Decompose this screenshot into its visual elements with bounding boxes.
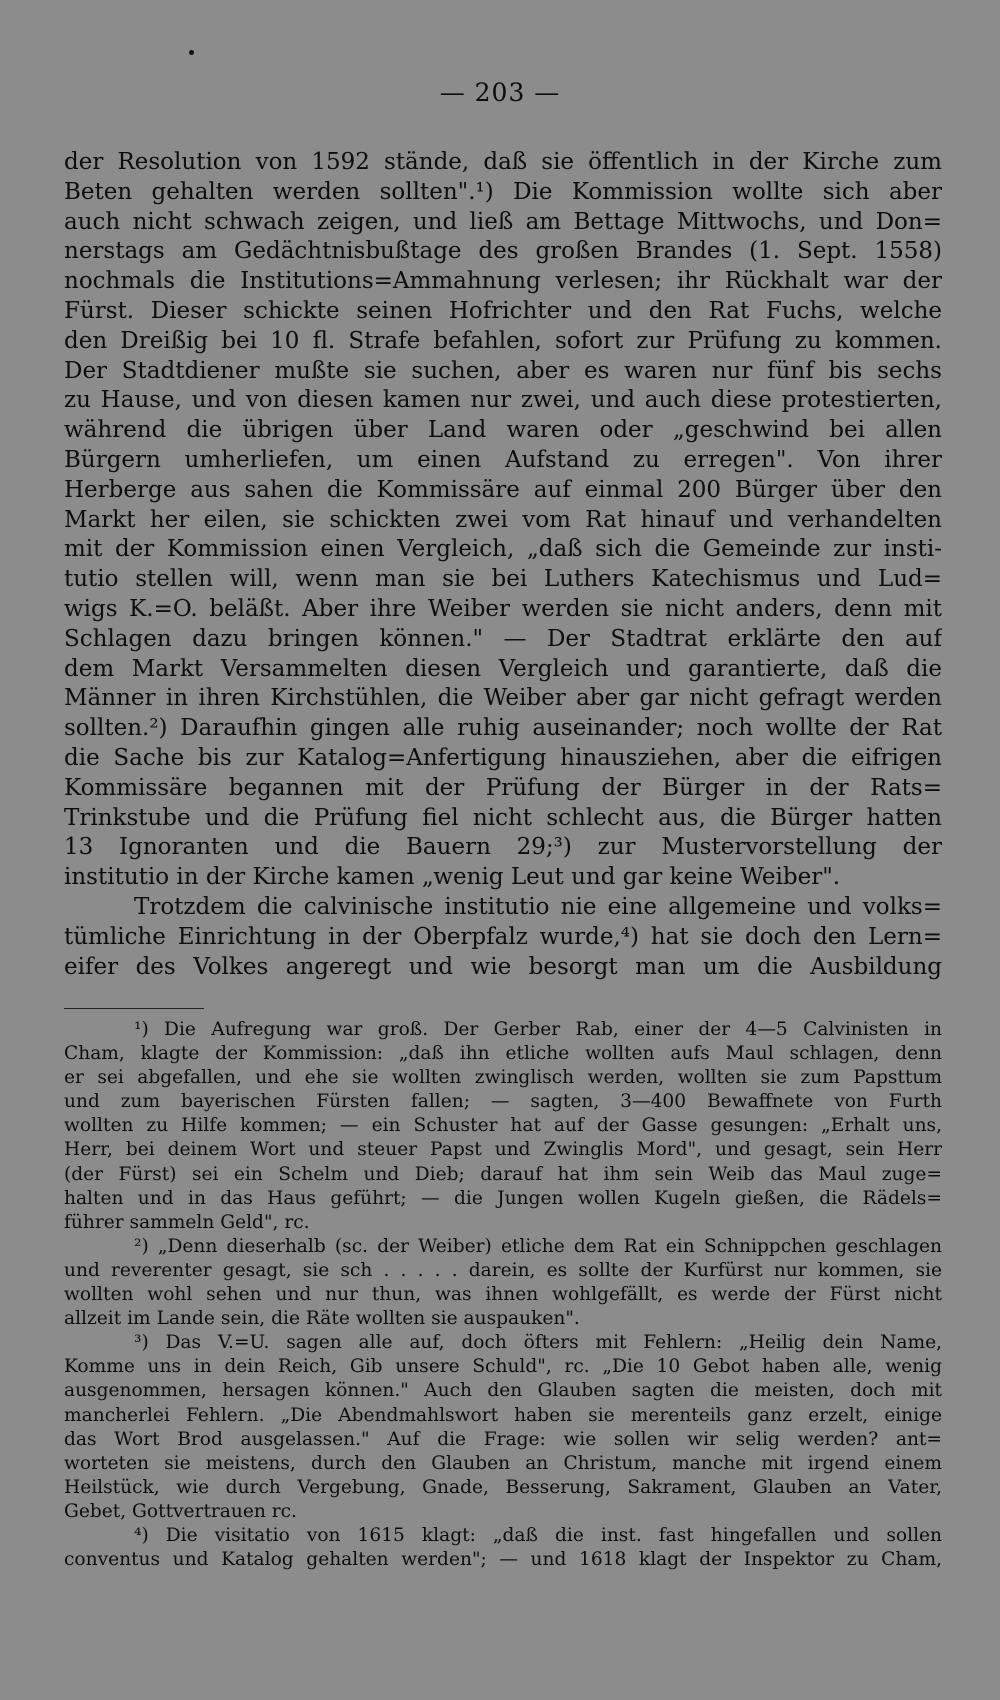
body-line: nochmals die Institutions=Ammahnung verlesen; ihr Rückhalt war der [64, 268, 942, 295]
footnote-line: wollten zu Hilfe kommen; — ein Schuster hat auf der Gasse gesungen: „Erhalt uns, [64, 1115, 942, 1137]
body-line: zu Hause, und von diesen kamen nur zwei, und auch diese protestierten, [64, 387, 942, 414]
footnote-line: worteten sie meistens, durch den Glauben an Christum, manche mit irgend einem [64, 1452, 942, 1474]
footnote-line: Gebet, Gottvertrauen rc. [64, 1500, 297, 1522]
body-line: Markt her eilen, sie schickten zwei vom Rat hinauf und verhandelten [64, 506, 942, 533]
body-line: wigs K.=O. beläßt. Aber ihre Weiber werden sie nicht anders, denn mit [64, 595, 942, 622]
body-line: die Sache bis zur Katalog=Anfertigung hinausziehen, aber die eifrigen [64, 744, 942, 771]
footnote-line: das Wort Brod ausgelassen." Auf die Frage: wie sollen wir selig werden? ant= [64, 1428, 942, 1450]
footnote-line: conventus und Katalog gehalten werden"; — und 1618 klagt der Inspektor zu Cham, [64, 1549, 942, 1571]
body-line: institutio in der Kirche kamen „wenig Leut und gar keine Weiber". [64, 864, 841, 891]
body-line: während die übrigen über Land waren oder „geschwind bei allen [64, 417, 942, 444]
footnote-line: Komme uns in dein Reich, Gib unsere Schuld", rc. „Die 10 Gebot haben alle, wenig [64, 1356, 942, 1378]
body-line: nerstags am Gedächtnisbußtage des großen Brandes (1. Sept. 1558) [64, 238, 942, 265]
body-line: tutio stellen will, wenn man sie bei Luthers Katechismus und Lud= [64, 566, 942, 593]
footnote-line: Heilstück, wie durch Vergebung, Gnade, Besserung, Sakrament, Glauben an Vater, [64, 1476, 942, 1498]
footnote-line: halten und in das Haus geführt; — die Jungen wollen Kugeln gießen, die Rädels= [64, 1187, 942, 1209]
footnote-line: und reverenter gesagt, sie sch . . . . . darein, es sollte der Kurfürst nur kommen, sie [64, 1259, 942, 1281]
footnote-line: mancherlei Fehlern. „Die Abendmahlswort haben sie merenteils ganz erzelt, einige [64, 1404, 942, 1426]
footnote-line: ³) Das V.=U. sagen alle auf, doch öfters mit Fehlern: „Heilig dein Name, [134, 1332, 942, 1354]
body-line: Kommissäre begannen mit der Prüfung der Bürger in der Rats= [64, 774, 942, 801]
footnote-line: und zum bayerischen Fürsten fallen; — sagten, 3—400 Bewaffnete von Furth [64, 1091, 942, 1113]
body-line: den Dreißig bei 10 fl. Strafe befahlen, sofort zur Prüfung zu kommen. [64, 327, 942, 354]
page-number-header: — 203 — [439, 78, 561, 107]
footnote-line: allzeit im Lande sein, die Räte wollten sie auspauken". [64, 1308, 580, 1330]
body-line: Trotzdem die calvinische institutio nie eine allgemeine und volks= [134, 893, 942, 920]
body-line: 13 Ignoranten und die Bauern 29;³) zur Mustervorstellung der [64, 834, 942, 861]
body-line: dem Markt Versammelten diesen Vergleich und garantierte, daß die [64, 655, 942, 682]
footnote-line: wollten wohl sehen und nur thun, was ihnen wohlgefällt, es werde der Fürst nicht [64, 1284, 942, 1306]
body-line: mit der Kommission einen Vergleich, „daß sich die Gemeinde zur insti- [64, 536, 942, 563]
footnote-line: ¹) Die Aufregung war groß. Der Gerber Rab, einer der 4—5 Calvinisten in [134, 1019, 942, 1040]
footnotes [64, 1018, 942, 1572]
footnote-line: ²) „Denn dieserhalb (sc. der Weiber) etliche dem Rat ein Schnippchen geschlagen [134, 1235, 942, 1257]
footnote-line: Cham, klagte der Kommission: „daß ihn etliche wollten aufs Maul schlagen, denn [64, 1043, 942, 1065]
body-line: sollten.²) Daraufhin gingen alle ruhig auseinander; noch wollte der Rat [64, 715, 942, 742]
print-speck [189, 50, 194, 55]
body-line: Schlagen dazu bringen können." — Der Stadtrat erklärte den auf [64, 625, 942, 652]
footnote-line: ausgenommen, hersagen können." Auch den Glauben sagten die meisten, doch mit [64, 1380, 942, 1402]
body-line: eifer des Volkes angeregt und wie besorgt man um die Ausbildung [64, 953, 942, 980]
body-line: tümliche Einrichtung in der Oberpfalz wurde,⁴) hat sie doch den Lern= [64, 923, 942, 950]
body-line: Bürgern umherliefen, um einen Aufstand zu erregen". Von ihrer [64, 446, 942, 473]
footnote-line: ⁴) Die visitatio von 1615 klagt: „daß die inst. fast hingefallen und sollen [134, 1524, 942, 1546]
body-text [64, 148, 942, 982]
footnote-line: (der Fürst) sei ein Schelm und Dieb; darauf hat ihm sein Weib das Maul zuge= [64, 1163, 942, 1185]
footnote-divider [64, 1008, 204, 1009]
body-line: Trinkstube und die Prüfung fiel nicht schlecht aus, die Bürger hatten [64, 804, 942, 831]
body-line: Fürst. Dieser schickte seinen Hofrichter und den Rat Fuchs, welche [64, 297, 942, 324]
body-line: Männer in ihren Kirchstühlen, die Weiber aber gar nicht gefragt werden [64, 685, 942, 712]
body-line: Beten gehalten werden sollten".¹) Die Kommission wollte sich aber [64, 178, 942, 205]
body-line: auch nicht schwach zeigen, und ließ am Bettage Mittwochs, und Don= [64, 208, 942, 235]
body-line: der Resolution von 1592 stände, daß sie öffentlich in der Kirche zum [64, 149, 942, 175]
body-line: Der Stadtdiener mußte sie suchen, aber es waren nur fünf bis sechs [64, 357, 942, 384]
footnote-line: Herr, bei deinem Wort und steuer Papst und Zwinglis Mord", und gesagt, sein Herr [64, 1139, 942, 1161]
footnote-line: führer sammeln Geld", rc. [64, 1211, 310, 1233]
footnote-line: er sei abgefallen, und ehe sie wollten zwinglisch werden, wollten sie zum Papsttum [64, 1067, 942, 1089]
body-line: Herberge aus sahen die Kommissäre auf einmal 200 Bürger über den [64, 476, 942, 503]
